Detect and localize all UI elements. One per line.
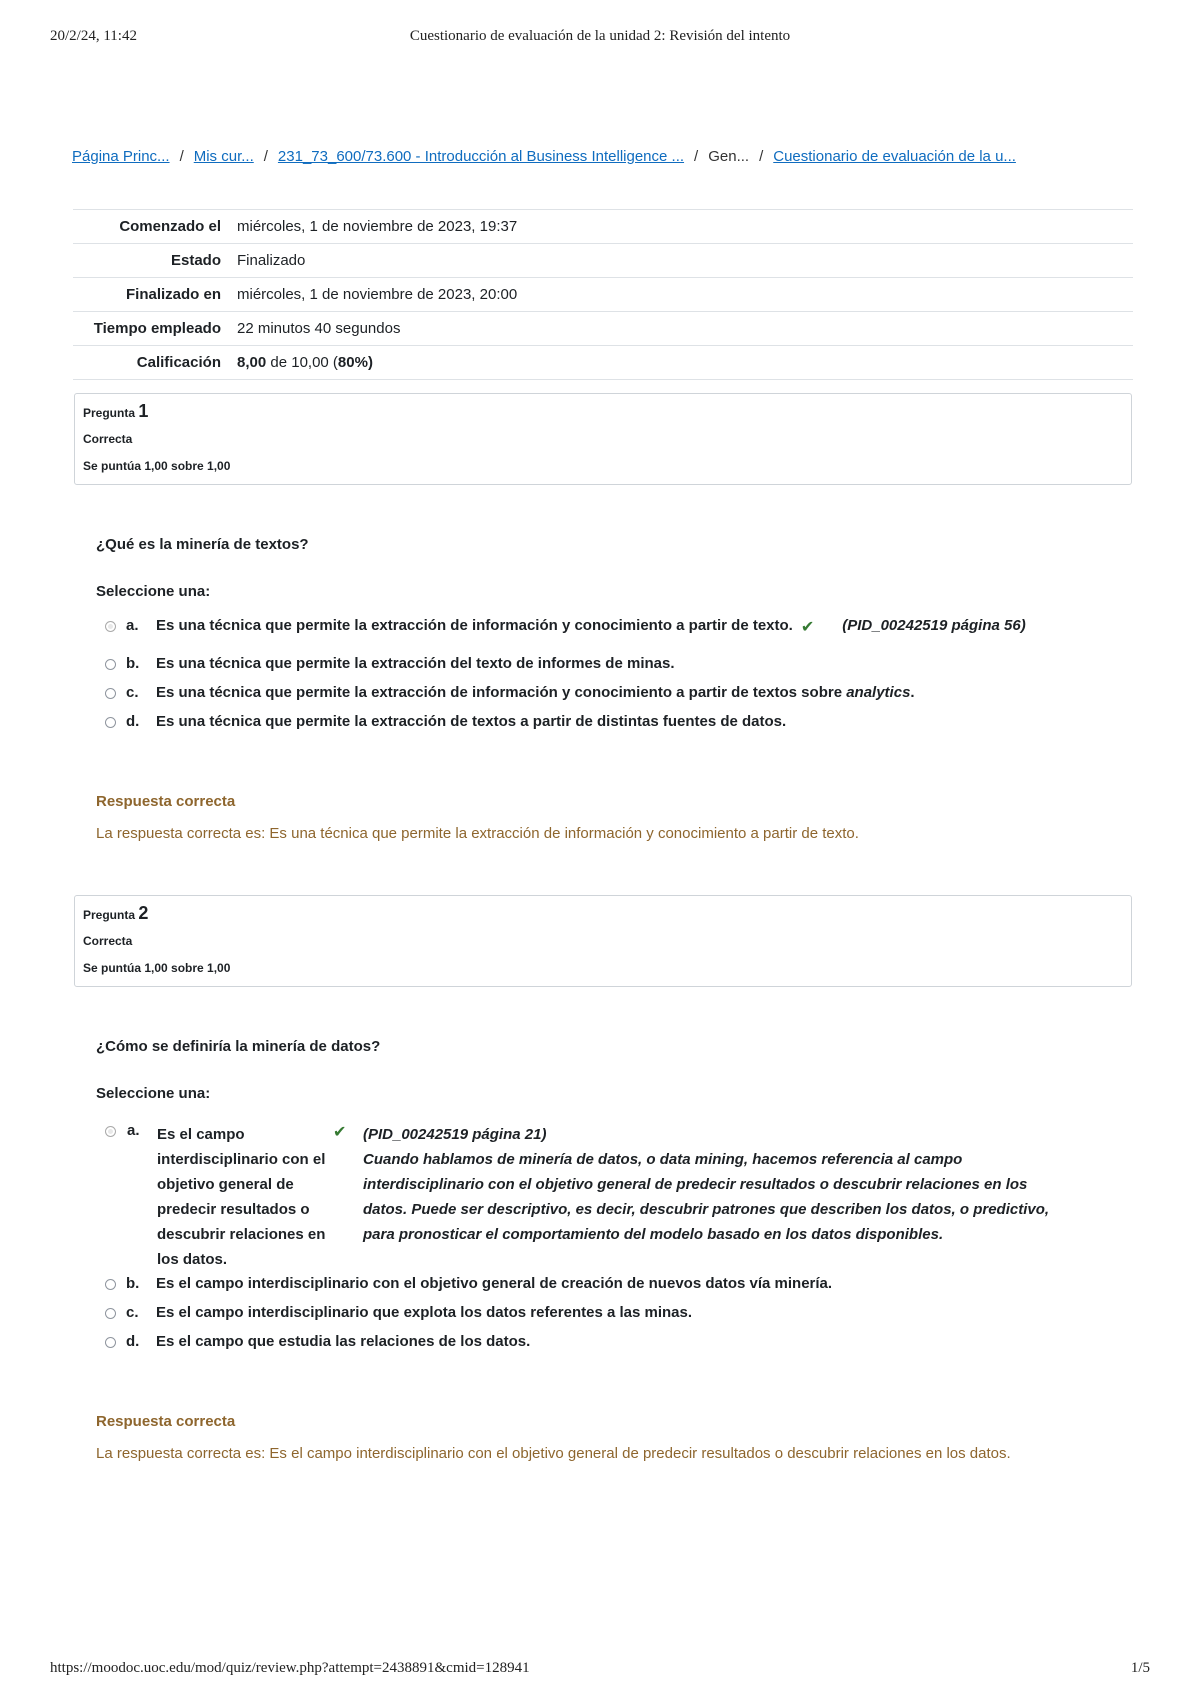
- option-letter: d.: [126, 713, 140, 730]
- print-date: 20/2/24, 11:42: [50, 28, 137, 44]
- breadcrumb-my-courses[interactable]: Mis cur...: [193, 148, 254, 165]
- answer-option[interactable]: [105, 684, 915, 701]
- print-url: https://moodoc.uoc.edu/mod/quiz/review.php?attempt=2438891&cmid=128941: [50, 1660, 530, 1676]
- question-label: Pregunta: [83, 406, 136, 420]
- print-header: [50, 28, 1150, 50]
- summary-value: miércoles, 1 de noviembre de 2023, 20:00: [229, 278, 1133, 312]
- option-feedback: (PID_00242519 página 56): [842, 617, 1026, 634]
- breadcrumb-separator: /: [263, 148, 268, 165]
- check-icon: ✔: [800, 619, 815, 636]
- option-text-main: Es una técnica que permite la extracción de información y conocimiento a partir de textos sobre: [156, 684, 847, 701]
- radio-button[interactable]: [105, 1126, 116, 1137]
- grade-percent: 80%: [337, 354, 368, 371]
- question-info-box: [74, 895, 1132, 987]
- outcome-heading: Respuesta correcta: [96, 1413, 236, 1430]
- option-text: Es el campo que estudia las relaciones de los datos.: [156, 1333, 531, 1350]
- breadcrumb: [72, 148, 1132, 165]
- right-answer: La respuesta correcta es: Es el campo interdisciplinario con el objetivo general de predecir resultados o descubrir relaciones en los datos.: [96, 1445, 1011, 1462]
- attempt-summary-table: [73, 209, 1133, 380]
- option-text: Es el campo interdisciplinario que explota los datos referentes a las minas.: [156, 1304, 693, 1321]
- summary-value: 22 minutos 40 segundos: [229, 312, 1133, 346]
- question-number-value: 1: [138, 401, 149, 421]
- option-text: Es el campo interdisciplinario con el objetivo general de creación de nuevos datos vía minería.: [156, 1275, 833, 1292]
- option-letter: b.: [126, 1275, 140, 1292]
- option-letter: a.: [127, 1122, 140, 1139]
- check-icon: ✔: [333, 1124, 347, 1141]
- radio-button[interactable]: [105, 621, 116, 632]
- question-grade: Se puntúa 1,00 sobre 1,00: [83, 459, 231, 473]
- option-text: Es el campo interdisciplinario con el objetivo general de predecir resultados o descubrir relaciones en los datos.: [157, 1126, 326, 1268]
- option-text: Es una técnica que permite la extracción de información y conocimiento a partir de texto.: [156, 617, 793, 634]
- radio-button[interactable]: [105, 1337, 116, 1348]
- select-prompt: Seleccione una:: [96, 583, 211, 600]
- breadcrumb-quiz[interactable]: Cuestionario de evaluación de la u...: [773, 148, 1016, 165]
- answer-option[interactable]: [105, 1304, 692, 1321]
- breadcrumb-separator: /: [694, 148, 699, 165]
- option-letter: c.: [126, 684, 139, 701]
- option-text: Es una técnica que permite la extracción del texto de informes de minas.: [156, 655, 675, 672]
- breadcrumb-separator: /: [179, 148, 184, 165]
- breadcrumb-course[interactable]: 231_73_600/73.600 - Introducción al Business Intelligence ...: [277, 148, 685, 165]
- summary-row-grade: [73, 346, 1133, 380]
- select-prompt: Seleccione una:: [96, 1085, 211, 1102]
- print-page-number: 1/5: [1130, 1660, 1150, 1676]
- breadcrumb-separator: /: [759, 148, 764, 165]
- question-info-box: [74, 393, 1132, 485]
- summary-value: Finalizado: [229, 244, 1133, 278]
- answer-option[interactable]: [105, 1275, 832, 1292]
- question-state: Correcta: [83, 934, 133, 948]
- question-number-value: 2: [138, 903, 149, 923]
- print-title: Cuestionario de evaluación de la unidad 2: Revisión del intento: [409, 28, 791, 44]
- answer-option[interactable]: [105, 713, 786, 730]
- question-grade: Se puntúa 1,00 sobre 1,00: [83, 961, 231, 975]
- summary-value: miércoles, 1 de noviembre de 2023, 19:37: [229, 210, 1133, 244]
- answer-option[interactable]: [105, 1333, 530, 1350]
- summary-row-time-taken: [73, 312, 1133, 346]
- question-label: Pregunta: [83, 908, 136, 922]
- summary-key: Calificación: [73, 346, 229, 380]
- question-number: [83, 401, 1123, 421]
- option-text: [156, 684, 915, 701]
- grade-close: ): [367, 354, 373, 371]
- question-text: ¿Qué es la minería de textos?: [96, 536, 309, 553]
- answer-outcome: [96, 789, 1116, 846]
- answer-option[interactable]: [105, 655, 675, 672]
- feedback-reference: (PID_00242519 página 21): [363, 1126, 547, 1143]
- summary-row-started: [73, 210, 1133, 244]
- option-text-end: .: [910, 684, 915, 701]
- breadcrumb-home[interactable]: Página Princ...: [72, 148, 170, 165]
- summary-key: Finalizado en: [73, 278, 229, 312]
- option-text: Es una técnica que permite la extracción de textos a partir de distintas fuentes de datos.: [156, 713, 787, 730]
- summary-key: Estado: [73, 244, 229, 278]
- radio-button[interactable]: [105, 688, 116, 699]
- summary-value: [229, 346, 1133, 380]
- right-answer: La respuesta correcta es: Es una técnica que permite la extracción de información y conocimiento a partir de texto.: [96, 825, 859, 842]
- print-footer: [50, 1660, 1150, 1682]
- question-state: Correcta: [83, 432, 133, 446]
- summary-row-completed: [73, 278, 1133, 312]
- option-letter: a.: [126, 617, 139, 634]
- summary-row-state: [73, 244, 1133, 278]
- option-letter: b.: [126, 655, 140, 672]
- option-text-italic: analytics: [846, 684, 911, 701]
- radio-button[interactable]: [105, 1279, 116, 1290]
- radio-button[interactable]: [105, 717, 116, 728]
- grade-score: 8,00: [237, 354, 267, 371]
- summary-key: Tiempo empleado: [73, 312, 229, 346]
- feedback-text: Cuando hablamos de minería de datos, o data mining, hacemos referencia al campo interdisciplinario con el objetivo general de predecir resultados o descubrir relaciones en los datos. Puede ser descriptivo, es decir, descubrir patrones que describen los datos, o predictivo, para pronosticar el comportamiento del modelo basado en los datos disponibles.: [363, 1151, 1050, 1243]
- question-text: ¿Cómo se definiría la minería de datos?: [96, 1038, 381, 1055]
- answer-outcome: [96, 1409, 1116, 1466]
- option-letter: c.: [126, 1304, 139, 1321]
- grade-out-of: de 10,00 (: [266, 354, 338, 371]
- option-letter: d.: [126, 1333, 140, 1350]
- option-feedback: [363, 1122, 1063, 1247]
- outcome-heading: Respuesta correcta: [96, 793, 236, 810]
- question-number: [83, 903, 1123, 923]
- breadcrumb-section: Gen...: [708, 148, 750, 165]
- radio-button[interactable]: [105, 1308, 116, 1319]
- answer-option[interactable]: [105, 617, 1026, 637]
- radio-button[interactable]: [105, 659, 116, 670]
- summary-key: Comenzado el: [73, 210, 229, 244]
